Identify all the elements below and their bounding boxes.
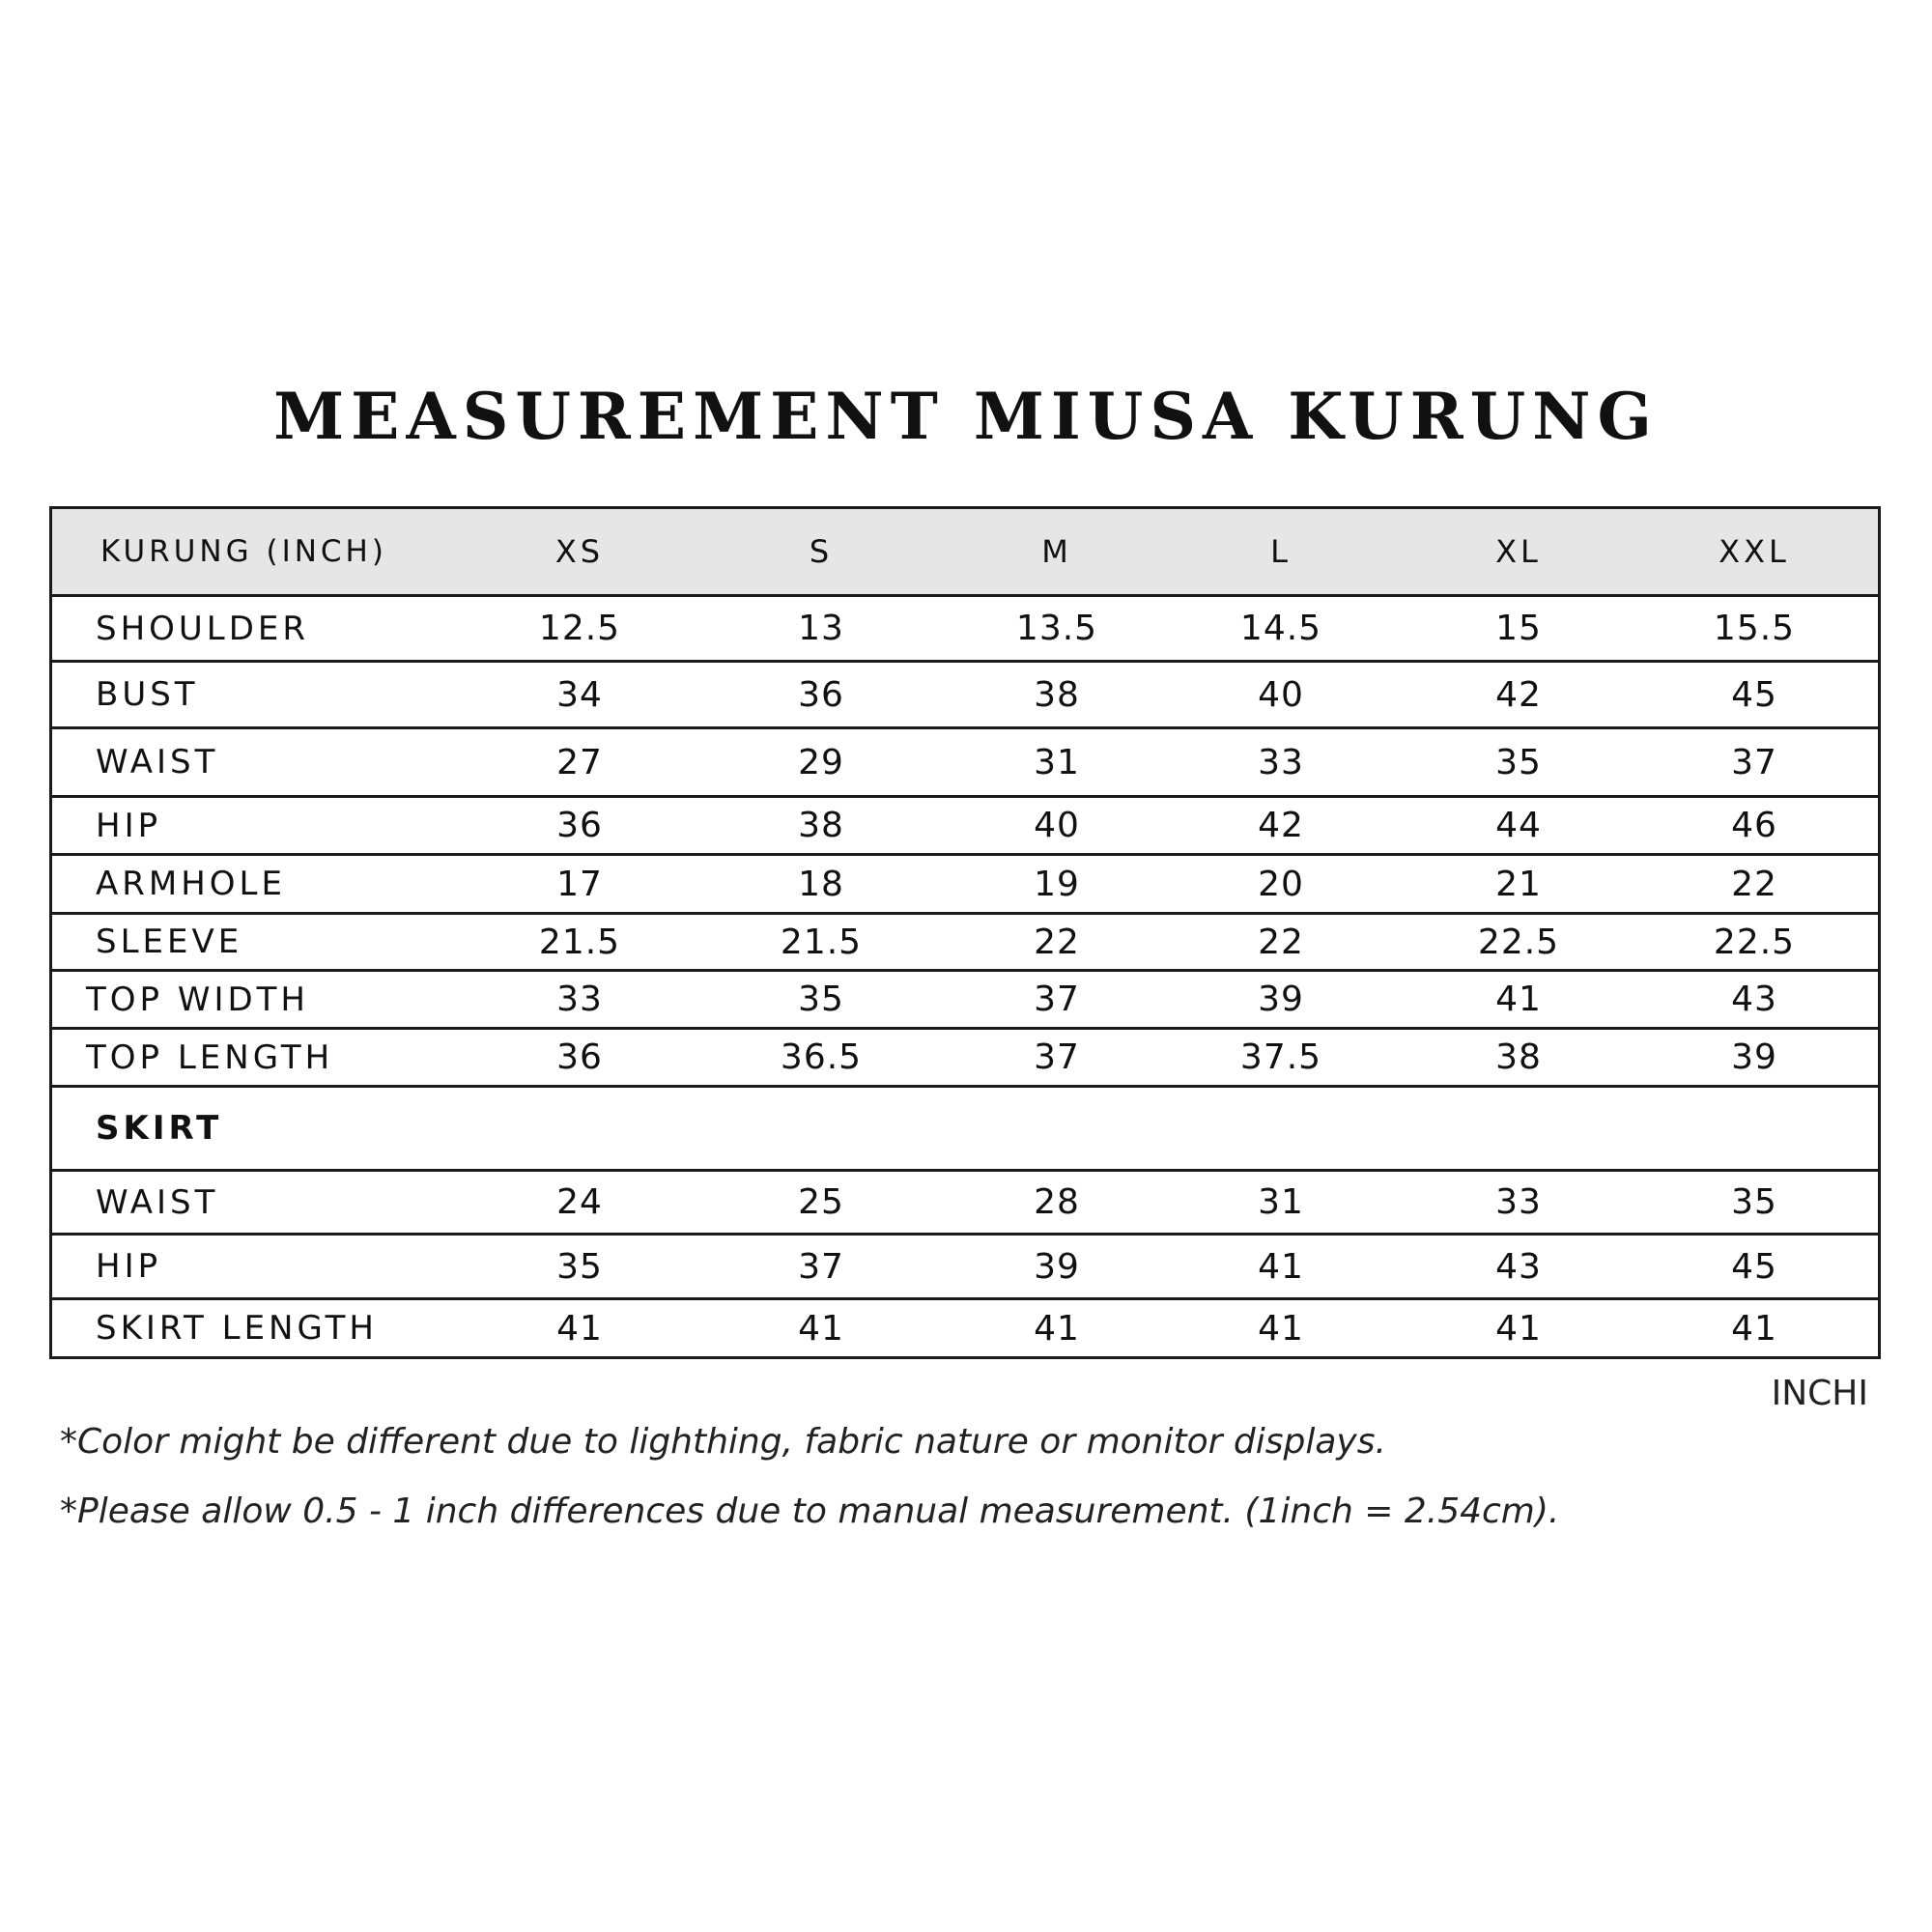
row-label: WAIST — [96, 1182, 219, 1222]
row-value: 22.5 — [1477, 922, 1560, 962]
row-value: 37 — [1034, 1037, 1080, 1077]
color-disclaimer-note: *Color might be different due to lighthing, fabric nature or monitor displays. — [60, 1422, 1386, 1462]
row-value: 45 — [1731, 674, 1777, 715]
row-value: 21.5 — [780, 922, 863, 962]
row-value: 42 — [1495, 674, 1542, 715]
row-value: 41 — [1495, 980, 1542, 1019]
row-label: SLEEVE — [96, 923, 243, 961]
header-size-m: M — [1041, 533, 1072, 570]
row-value: 22 — [1731, 864, 1777, 904]
row-value: 33 — [556, 980, 603, 1019]
row-value: 40 — [1258, 674, 1304, 715]
row-value: 41 — [556, 1308, 603, 1349]
row-value: 13.5 — [1015, 609, 1098, 648]
row-value: 37 — [798, 1246, 844, 1287]
row-value: 36.5 — [780, 1037, 863, 1077]
table-row — [52, 729, 1878, 798]
row-value: 21 — [1495, 864, 1542, 904]
row-value: 46 — [1731, 806, 1777, 845]
row-value: 37.5 — [1239, 1037, 1322, 1077]
row-value: 22 — [1034, 922, 1080, 962]
page-title: MEASUREMENT MIUSA KURUNG — [273, 379, 1659, 454]
measurement-disclaimer-note: *Please allow 0.5 - 1 inch differences due to manual measurement. (1inch = 2.54cm). — [60, 1492, 1560, 1531]
size-chart-table — [49, 506, 1881, 1359]
table-row — [52, 663, 1878, 729]
row-value: 28 — [1034, 1182, 1080, 1222]
row-value: 35 — [1495, 742, 1542, 782]
row-label: TOP WIDTH — [86, 980, 310, 1019]
row-value: 41 — [1495, 1308, 1542, 1349]
header-size-xl: XL — [1495, 533, 1542, 570]
row-value: 36 — [556, 1037, 603, 1077]
table-row — [52, 798, 1878, 856]
row-label: SHOULDER — [96, 609, 310, 648]
row-value: 21.5 — [538, 922, 621, 962]
row-value: 35 — [556, 1246, 603, 1287]
row-value: 38 — [798, 806, 844, 845]
row-value: 36 — [798, 674, 844, 715]
row-value: 43 — [1495, 1246, 1542, 1287]
row-value: 39 — [1731, 1037, 1777, 1077]
section-row-skirt — [52, 1088, 1878, 1172]
row-value: 44 — [1495, 806, 1542, 845]
row-value: 22.5 — [1713, 922, 1796, 962]
row-value: 42 — [1258, 806, 1304, 845]
row-value: 31 — [1258, 1182, 1304, 1222]
unit-label: INCHI — [1771, 1374, 1868, 1413]
table-row — [52, 1236, 1878, 1300]
header-size-xs: XS — [554, 533, 605, 570]
row-label: ARMHOLE — [96, 865, 286, 903]
row-value: 40 — [1034, 806, 1080, 845]
row-value: 39 — [1258, 980, 1304, 1019]
row-value: 41 — [1258, 1308, 1304, 1349]
row-label: HIP — [96, 806, 162, 845]
row-value: 15 — [1495, 609, 1542, 648]
row-value: 35 — [1731, 1182, 1777, 1222]
row-value: 45 — [1731, 1246, 1777, 1287]
table-row — [52, 597, 1878, 663]
table-row — [52, 1030, 1878, 1088]
row-label: HIP — [96, 1247, 162, 1286]
row-value: 41 — [1258, 1246, 1304, 1287]
row-value: 17 — [556, 864, 603, 904]
table-header-row — [52, 509, 1878, 597]
table-row — [52, 915, 1878, 972]
row-value: 37 — [1731, 742, 1777, 782]
header-size-l: L — [1270, 533, 1292, 570]
row-value: 35 — [798, 980, 844, 1019]
row-value: 31 — [1034, 742, 1080, 782]
row-value: 24 — [556, 1182, 603, 1222]
row-value: 15.5 — [1713, 609, 1796, 648]
row-value: 27 — [556, 742, 603, 782]
header-label: KURUNG (INCH) — [100, 534, 387, 569]
row-label: WAIST — [96, 743, 219, 781]
table-row — [52, 1300, 1878, 1356]
row-label: TOP LENGTH — [86, 1037, 334, 1077]
row-value: 41 — [1034, 1308, 1080, 1349]
row-value: 33 — [1258, 742, 1304, 782]
row-label: SKIRT LENGTH — [96, 1309, 378, 1348]
table-row — [52, 972, 1878, 1030]
row-value: 22 — [1258, 922, 1304, 962]
row-value: 41 — [1731, 1308, 1777, 1349]
row-value: 36 — [556, 806, 603, 845]
row-value: 12.5 — [538, 609, 621, 648]
row-value: 18 — [798, 864, 844, 904]
header-size-s: S — [809, 533, 834, 570]
table-row — [52, 1172, 1878, 1236]
header-size-xxl: XXL — [1719, 533, 1790, 570]
row-value: 25 — [798, 1182, 844, 1222]
row-value: 38 — [1034, 674, 1080, 715]
row-value: 14.5 — [1239, 609, 1322, 648]
row-label: BUST — [96, 675, 199, 714]
row-value: 37 — [1034, 980, 1080, 1019]
row-value: 20 — [1258, 864, 1304, 904]
row-value: 41 — [798, 1308, 844, 1349]
table-row — [52, 856, 1878, 915]
row-value: 29 — [798, 742, 844, 782]
row-value: 34 — [556, 674, 603, 715]
row-value: 33 — [1495, 1182, 1542, 1222]
row-value: 38 — [1495, 1037, 1542, 1077]
section-label: SKIRT — [96, 1109, 223, 1148]
row-value: 43 — [1731, 980, 1777, 1019]
row-value: 13 — [798, 609, 844, 648]
row-value: 19 — [1034, 864, 1080, 904]
row-value: 39 — [1034, 1246, 1080, 1287]
